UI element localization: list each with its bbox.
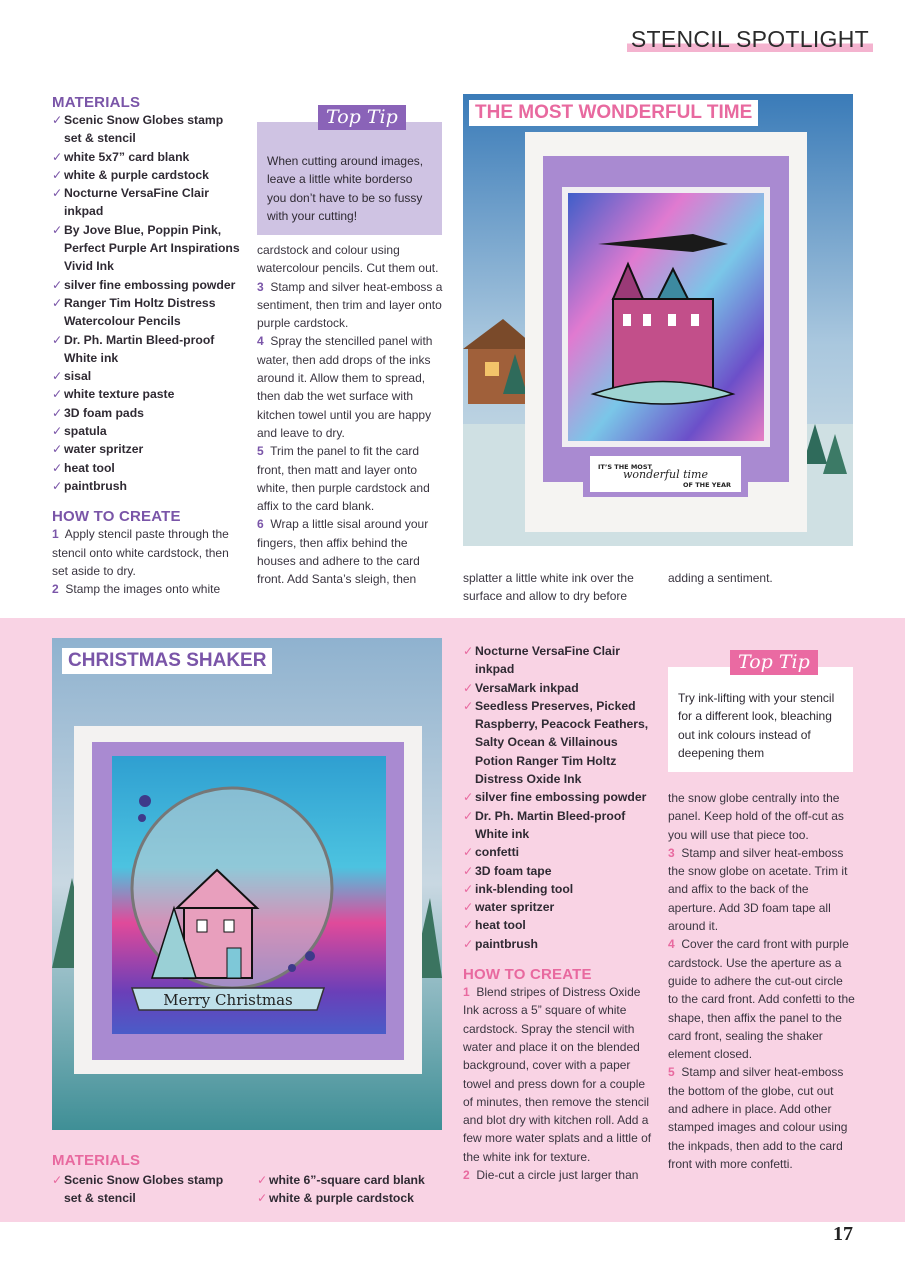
material-text: sisal <box>64 369 92 384</box>
materials-list <box>52 1171 244 1208</box>
material-text: silver fine embossing powder <box>475 790 647 805</box>
step-5 <box>668 1063 856 1173</box>
material-text: 3D foam pads <box>64 405 144 420</box>
check-icon: ✓ <box>463 680 474 695</box>
step-text: Stamp and silver heat-emboss the snow globe on acetate. Trim it and affix to the back of the aperture. Add 3D foam tape all around it. <box>668 845 848 934</box>
material-item <box>52 459 242 477</box>
step-text: Spray the stencilled panel with water, then add drops of the inks around it. Allow them to spread, then dab the wet surface with kitchen towel until you are happy and leave to dry. <box>257 334 433 440</box>
shaker-card-illustration <box>52 638 442 1130</box>
material-item <box>52 422 242 440</box>
step-number: 6 <box>257 517 264 532</box>
material-text: VersaMark inkpad <box>475 680 579 695</box>
photo-title: CHRISTMAS SHAKER <box>62 648 272 674</box>
material-item <box>463 807 653 844</box>
step-6-end: adding a sentiment. <box>668 571 773 585</box>
top-tip-box <box>257 122 442 235</box>
step-number: 2 <box>52 582 59 597</box>
material-text: white 6”-square card blank <box>269 1173 425 1187</box>
material-text: 3D foam tape <box>475 863 552 878</box>
top-tip-text: Try ink-lifting with your stencil for a different look, bleaching out ink colours instead of deepening them <box>668 667 853 772</box>
check-icon: ✓ <box>463 863 474 878</box>
steps-column-4 <box>668 789 856 1173</box>
check-icon: ✓ <box>463 644 474 658</box>
step-6 <box>257 515 444 588</box>
photo-christmas-shaker <box>52 638 442 1130</box>
check-icon: ✓ <box>257 1191 268 1206</box>
material-text: heat tool <box>475 918 526 933</box>
material-item <box>52 331 242 368</box>
material-item <box>52 477 242 495</box>
materials-list <box>463 642 653 953</box>
step-number: 5 <box>668 1065 675 1080</box>
top-tip-label: Top Tip <box>730 650 818 675</box>
check-icon: ✓ <box>463 918 474 933</box>
materials-list <box>257 1171 447 1208</box>
step-1 <box>52 525 242 580</box>
check-icon: ✓ <box>463 936 474 951</box>
step-2-continued: cardstock and colour using watercolour pencils. Cut them out. <box>257 243 439 276</box>
material-item <box>52 276 242 294</box>
material-text: heat tool <box>64 460 115 475</box>
material-item <box>52 440 242 458</box>
page-number: 17 <box>833 1223 853 1245</box>
material-text: Dr. Ph. Martin Bleed-proof White ink <box>475 808 626 841</box>
material-item <box>463 916 653 934</box>
check-icon: ✓ <box>463 808 474 823</box>
material-item <box>463 843 653 861</box>
material-text: Seedless Preserves, Picked Raspberry, Peacock Feathers, Salty Ocean & Villainous Potion Ranger Tim Holtz Distress Oxide Ink <box>475 698 649 787</box>
material-text: paintbrush <box>475 936 538 951</box>
material-item <box>52 148 242 166</box>
step-number: 3 <box>668 845 675 860</box>
step-text: Cover the card front with purple cardstock. Use the aperture as a guide to adhere the cut-out circle to the card front. Add confetti to the shape, then affix the panel to the card front, sealing the shaker element closed. <box>668 937 855 1062</box>
materials-and-steps-column <box>463 642 653 1184</box>
step-3 <box>668 844 856 935</box>
step-number: 1 <box>52 527 59 542</box>
material-item <box>463 642 653 679</box>
step-number: 5 <box>257 444 264 459</box>
check-icon: ✓ <box>52 478 63 493</box>
top-tip-box <box>668 667 853 772</box>
material-item <box>463 862 653 880</box>
step-number: 3 <box>257 279 264 294</box>
material-item <box>463 880 653 898</box>
material-text: silver fine embossing powder <box>64 277 236 292</box>
photo-title: THE MOST WONDERFUL TIME <box>469 100 758 126</box>
sentiment-text: IT’S THE MOST <box>598 463 652 471</box>
step-text: Blend stripes of Distress Oxide Ink across a 5” square of white cardstock. Spray the stencil with water and place it on the blended background, cover with a paper towel and press down for a couple of minutes, then remove the stencil and blot dry with kitchen roll. Add a few more water splats and a little of the white ink for texture. <box>463 985 652 1164</box>
materials-heading: MATERIALS <box>52 94 141 111</box>
check-icon: ✓ <box>52 1173 63 1187</box>
step-2-continued: the snow globe centrally into the panel. Keep hold of the off-cut as you will use that piece too. <box>668 791 844 842</box>
step-1 <box>463 983 653 1166</box>
material-item <box>257 1171 447 1189</box>
material-item <box>463 679 653 697</box>
step-text: Wrap a little sisal around your fingers, then affix behind the houses and adhere to the card front. Add Santa’s sleigh, then <box>257 517 429 587</box>
material-text: white & purple cardstock <box>64 167 209 182</box>
step-4 <box>257 332 444 442</box>
material-item <box>52 184 242 221</box>
material-item <box>463 935 653 953</box>
material-item <box>463 898 653 916</box>
material-item <box>52 166 242 184</box>
check-icon: ✓ <box>463 845 474 860</box>
sentiment-script: wonderful time <box>623 468 708 481</box>
material-text: Nocturne VersaFine Clair inkpad <box>64 186 209 219</box>
materials-column-1 <box>52 94 242 598</box>
step-4 <box>668 935 856 1063</box>
material-item <box>52 294 242 331</box>
material-text: white & purple cardstock <box>269 1191 414 1206</box>
material-text: confetti <box>475 845 520 860</box>
material-text: Ranger Tim Holtz Distress Watercolour Pencils <box>64 295 216 329</box>
material-item <box>463 697 653 788</box>
material-item <box>52 1171 244 1208</box>
check-icon: ✓ <box>257 1173 268 1187</box>
top-tip-text: When cutting around images, leave a little white borderso you don’t have to be so fussy with your cutting! <box>257 122 442 235</box>
step-2 <box>463 1166 653 1184</box>
step-6-continued: splatter a little white ink over the surface and allow to dry before <box>463 571 634 604</box>
material-text: paintbrush <box>64 478 127 493</box>
material-text: ink-blending tool <box>475 881 574 896</box>
check-icon: ✓ <box>52 369 63 384</box>
material-text: Dr. Ph. Martin Bleed-proof White ink <box>64 332 215 365</box>
material-item <box>257 1189 447 1207</box>
material-item <box>52 111 242 148</box>
material-item <box>52 221 242 276</box>
check-icon: ✓ <box>52 186 63 201</box>
section-title: STENCIL SPOTLIGHT <box>627 26 873 54</box>
material-text: spatula <box>64 424 107 439</box>
check-icon: ✓ <box>52 442 63 457</box>
check-icon: ✓ <box>52 149 63 164</box>
step-text: Die-cut a circle just larger than <box>476 1168 639 1183</box>
step-number: 1 <box>463 985 470 1000</box>
photo-wonderful-time <box>463 94 853 546</box>
check-icon: ✓ <box>52 424 63 439</box>
check-icon: ✓ <box>52 113 63 127</box>
step-number: 4 <box>668 937 675 952</box>
step-text: Apply stencil paste through the stencil onto white cardstock, then set aside to dry. <box>52 527 229 578</box>
material-text: Scenic Snow Globes stamp set & stencil <box>64 113 224 146</box>
step-5 <box>257 442 444 515</box>
card-banner-text: Merry Christmas <box>163 991 293 1009</box>
material-item <box>52 385 242 403</box>
sentiment-text: OF THE YEAR <box>683 481 731 489</box>
step-text: Stamp and silver heat-emboss a sentiment, then trim and layer onto purple cardstock. <box>257 279 443 331</box>
step-text: Trim the panel to fit the card front, then matt and layer onto white, then purple cardstock and affix to the card blank. <box>257 444 430 514</box>
material-text: white 5x7” card blank <box>64 149 190 164</box>
step-number: 2 <box>463 1168 470 1183</box>
material-text: Scenic Snow Globes stamp set & stencil <box>64 1173 224 1206</box>
check-icon: ✓ <box>52 332 63 347</box>
check-icon: ✓ <box>463 790 474 805</box>
step-3 <box>257 278 444 333</box>
check-icon: ✓ <box>52 277 63 292</box>
top-tip-label: Top Tip <box>318 105 406 130</box>
card-photo-illustration <box>463 94 853 546</box>
material-item <box>52 404 242 422</box>
check-icon: ✓ <box>52 167 63 182</box>
check-icon: ✓ <box>463 900 474 915</box>
material-text: white texture paste <box>64 387 175 402</box>
check-icon: ✓ <box>463 698 474 713</box>
check-icon: ✓ <box>52 405 63 420</box>
material-text: Nocturne VersaFine Clair inkpad <box>475 644 620 677</box>
material-text: water spritzer <box>64 442 144 457</box>
step-text: Stamp and silver heat-emboss the bottom of the globe, cut out and adhere in place. Add other stamped images and colour using the inkpads, then add to the card front with more confetti. <box>668 1065 848 1171</box>
check-icon: ✓ <box>52 460 63 475</box>
how-to-create-heading: HOW TO CREATE <box>52 508 181 526</box>
material-item <box>463 788 653 806</box>
materials-heading: MATERIALS <box>52 1152 141 1169</box>
how-to-create-heading: HOW TO CREATE <box>463 966 592 984</box>
check-icon: ✓ <box>52 222 63 237</box>
materials-list <box>52 111 242 495</box>
step-2 <box>52 580 242 598</box>
check-icon: ✓ <box>52 387 63 402</box>
check-icon: ✓ <box>52 295 63 310</box>
check-icon: ✓ <box>463 881 474 896</box>
material-item <box>52 367 242 385</box>
step-text: Stamp the images onto white <box>65 582 221 597</box>
material-text: By Jove Blue, Poppin Pink, Perfect Purple Art Inspirations Vivid Ink <box>64 222 240 274</box>
step-number: 4 <box>257 334 264 349</box>
material-text: water spritzer <box>475 900 555 915</box>
steps-column-2 <box>257 241 444 589</box>
